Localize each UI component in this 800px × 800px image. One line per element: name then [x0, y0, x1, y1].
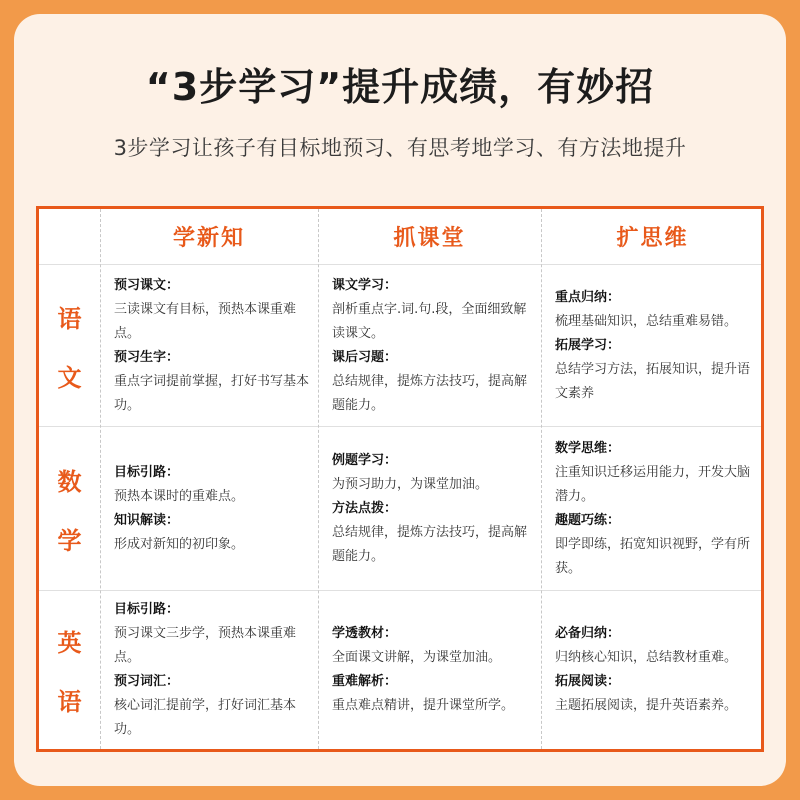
- cell-label: 学透教材：: [332, 626, 398, 641]
- cell-label: 方法点拨：: [332, 500, 398, 516]
- cell-label: 趣题巧练：: [555, 512, 621, 528]
- table-cell: [318, 427, 541, 590]
- cell-text: 归纳核心知识，总结教材重难。: [555, 650, 738, 665]
- cell-label: 数学思维：: [555, 440, 621, 456]
- cell-text: 注重知识迁移运用能力，开发大脑潜力。: [555, 464, 751, 504]
- subject-char: 数: [57, 467, 82, 496]
- cell-text: 剖析重点字.词.句.段，全面细致解读课文。: [332, 301, 527, 341]
- cell-label: 目标引路：: [114, 464, 180, 480]
- cell-label: 拓展阅读：: [555, 674, 621, 689]
- cell-text: 总结规律，提炼方法技巧，提高解题能力。: [332, 524, 528, 564]
- cell-text: 三读课文有目标，预热本课重难点。: [114, 301, 297, 341]
- table-cell: [100, 265, 318, 426]
- cell-label: 重点归纳：: [555, 289, 621, 305]
- table-cell: [541, 427, 764, 590]
- cell-text: 总结学习方法，拓展知识，提升语文素养: [555, 361, 751, 401]
- cell-label: 预习生字：: [114, 349, 180, 365]
- subject-char: 语: [57, 688, 82, 716]
- cell-label: 预习课文：: [114, 277, 180, 293]
- cell-text: 预习课文三步学，预热本课重难点。: [114, 626, 297, 665]
- cell-text: 形成对新知的初印象。: [114, 536, 245, 552]
- cell-text: 主题拓展阅读，提升英语素养。: [555, 698, 738, 713]
- cell-label: 必备归纳：: [555, 626, 621, 641]
- column-header-learn: 学新知: [172, 226, 245, 251]
- table-cell: [100, 427, 318, 590]
- table-cell: [541, 591, 764, 749]
- cell-text: 梳理基础知识，总结重难易错。: [555, 313, 738, 329]
- cell-label: 重难解析：: [332, 674, 398, 689]
- cell-text: 即学即练，拓宽知识视野，学有所获。: [555, 536, 751, 576]
- table-cell: [318, 265, 541, 426]
- cell-label: 目标引路：: [114, 602, 180, 617]
- column-header-expand: 扩思维: [616, 226, 689, 251]
- subject-chinese: [39, 265, 100, 426]
- comparison-table: [36, 206, 764, 752]
- subject-char: 文: [57, 363, 82, 392]
- cell-label: 拓展学习：: [555, 337, 621, 353]
- subject-char: 学: [57, 526, 82, 555]
- cell-label: 课文学习：: [332, 277, 398, 293]
- table-cell: [100, 591, 318, 749]
- subject-char: 英: [57, 629, 82, 657]
- table-cell: [541, 265, 764, 426]
- cell-label: 例题学习：: [332, 452, 398, 468]
- table-cell: [318, 591, 541, 749]
- page-subtitle: 3步学习让孩子有目标地预习、有思考地学习、有方法地提升: [113, 136, 687, 160]
- cell-label: 预习词汇：: [114, 674, 180, 689]
- subject-math: [39, 427, 100, 590]
- cell-text: 预热本课时的重难点。: [114, 488, 245, 504]
- cell-text: 重点字词提前掌握，打好书写基本功。: [114, 373, 310, 413]
- cell-text: 为预习助力，为课堂加油。: [332, 476, 489, 492]
- cell-text: 核心词汇提前学，打好词汇基本功。: [114, 698, 297, 737]
- column-header-classroom: 抓课堂: [393, 226, 466, 251]
- cell-text: 重点难点精讲，提升课堂所学。: [332, 698, 515, 713]
- subject-char: 语: [57, 304, 82, 333]
- cell-text: 总结规律，提炼方法技巧，提高解题能力。: [332, 373, 528, 413]
- cell-text: 全面课文讲解，为课堂加油。: [332, 650, 502, 665]
- page-title: “3步学习”提升成绩，有妙招: [145, 65, 655, 109]
- subject-english: [39, 591, 100, 749]
- cell-label: 知识解读：: [114, 512, 180, 528]
- cell-label: 课后习题：: [332, 349, 398, 365]
